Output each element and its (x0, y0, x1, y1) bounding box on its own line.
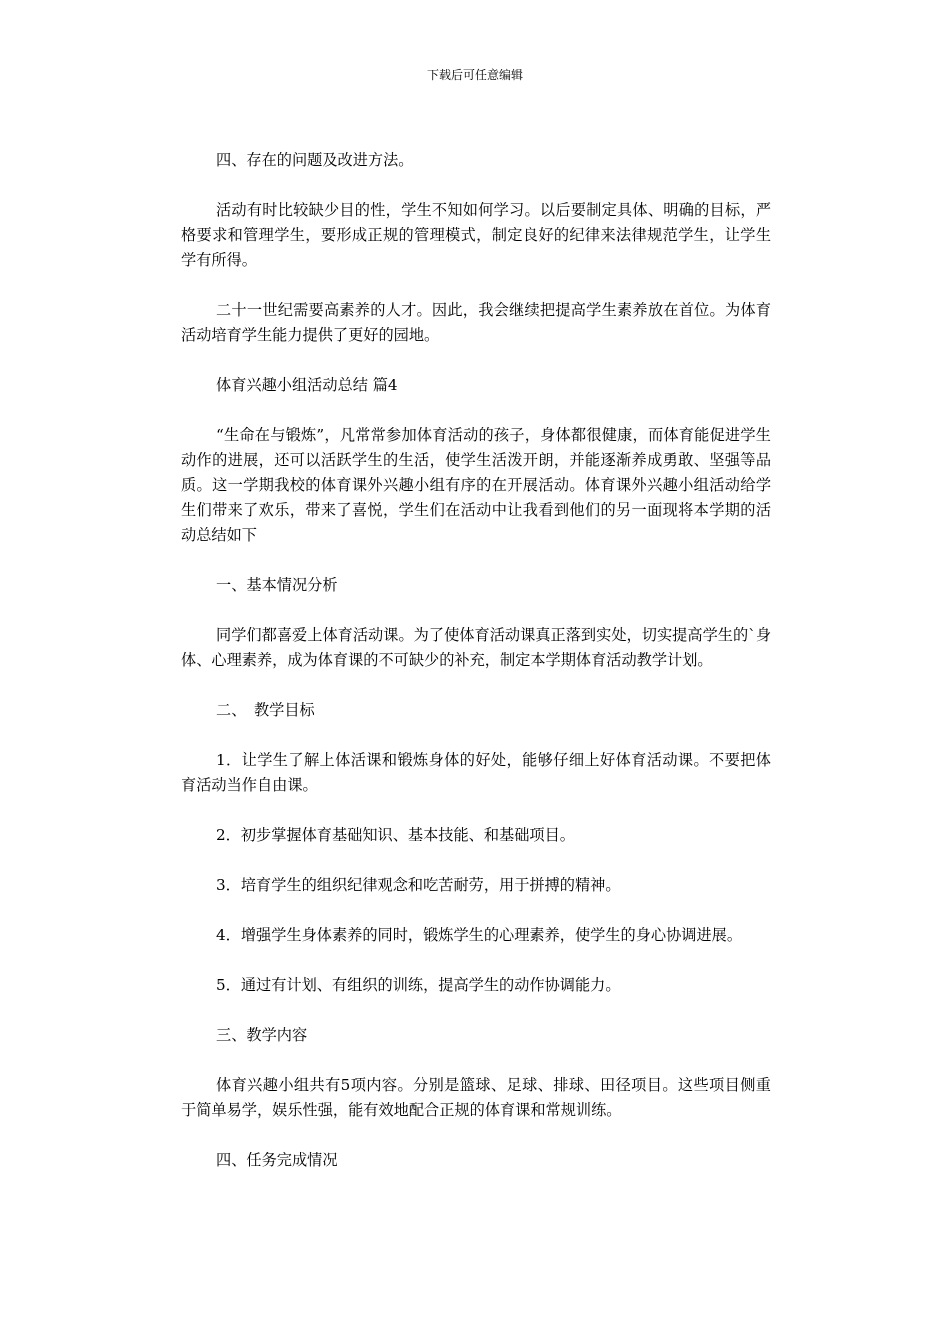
section-heading-teaching-goals: 二、 教学目标 (216, 701, 315, 719)
section-heading-teaching-content: 三、教学内容 (216, 1026, 308, 1044)
paragraph-content: 体育兴趣小组共有5项内容。分别是篮球、足球、排球、田径项目。这些项目侧重于简单易学，娱乐性强，能有效地配合正规的体育课和常规训练。 (181, 1076, 771, 1119)
goal-item-3: 3．培育学生的组织纪律观念和吃苦耐劳，用于拼搏的精神。 (216, 876, 621, 894)
paragraph-analysis: 同学们都喜爱上体育活动课。为了使体育活动课真正落到实处，切实提高学生的`身体、心理素养，成为体育课的不可缺少的补充，制定本学期体育活动教学计划。 (181, 626, 771, 669)
goal-item-4: 4．增强学生身体素养的同时，锻炼学生的心理素养，使学生的身心协调进展。 (216, 926, 743, 944)
paragraph-intro: “生命在与锻炼”，凡常常参加体育活动的孩子，身体都很健康，而体育能促进学生动作的进展，还可以活跃学生的生活，使学生活泼开朗，并能逐渐养成勇敢、坚强等品质。这一学期我校的体育课外兴趣小组有序的在开展活动。体育课外兴趣小组活动给学生们带来了欢乐，带来了喜悦，学生们在活动中让我看到他们的另一面现将本学期的活动总结如下 (181, 426, 771, 544)
page-header: 下载后可任意编辑 (426, 68, 523, 82)
section-heading-problems: 四、存在的问题及改进方法。 (216, 151, 414, 169)
article-title: 体育兴趣小组活动总结 篇4 (216, 376, 398, 394)
section-heading-task-completion: 四、任务完成情况 (216, 1151, 338, 1169)
goal-item-1: 1．让学生了解上体活课和锻炼身体的好处，能够仔细上好体育活动课。不要把体育活动当作自由课。 (181, 751, 771, 794)
section-heading-basic-analysis: 一、基本情况分析 (216, 576, 338, 594)
document-body (181, 148, 771, 1198)
goal-item-2: 2．初步掌握体育基础知识、基本技能、和基础项目。 (216, 826, 575, 844)
paragraph-talent: 二十一世纪需要高素养的人才。因此，我会继续把提高学生素养放在首位。为体育活动培育学生能力提供了更好的园地。 (181, 301, 771, 344)
paragraph-improvement: 活动有时比较缺少目的性，学生不知如何学习。以后要制定具体、明确的目标，严格要求和管理学生，要形成正规的管理模式，制定良好的纪律来法律规范学生，让学生学有所得。 (181, 201, 771, 269)
goal-item-5: 5．通过有计划、有组织的训练，提高学生的动作协调能力。 (216, 976, 621, 994)
